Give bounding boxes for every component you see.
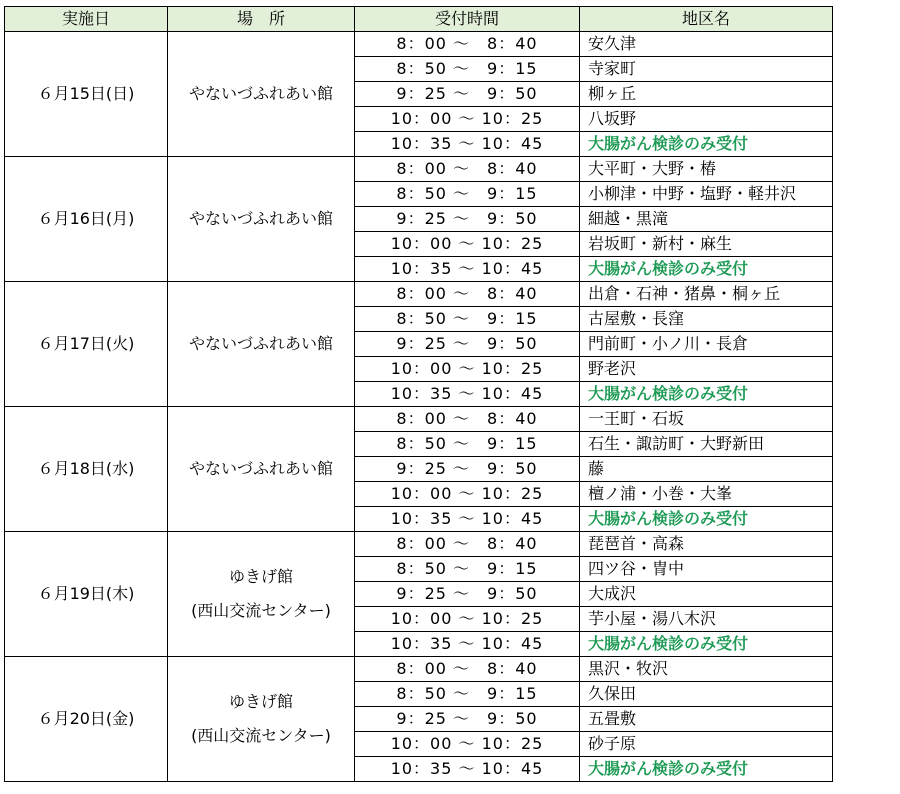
header-row bbox=[5, 7, 833, 32]
area-cell: 一王町・石坂 bbox=[580, 407, 833, 432]
area-cell: 芋小屋・湯八木沢 bbox=[580, 607, 833, 632]
area-cell: 砂子原 bbox=[580, 732, 833, 757]
time-cell: 10：00 ～ 10：25 bbox=[355, 107, 580, 132]
area-cell: 久保田 bbox=[580, 682, 833, 707]
table-row bbox=[5, 32, 833, 57]
venue-subname: (西山交流センター) bbox=[191, 726, 331, 745]
header-time: 受付時間 bbox=[355, 7, 580, 32]
area-cell-special: 大腸がん検診のみ受付 bbox=[580, 632, 833, 657]
time-cell: 10：00 ～ 10：25 bbox=[355, 357, 580, 382]
time-cell: 8：00 ～ 8：40 bbox=[355, 157, 580, 182]
area-cell: 琵琶首・高森 bbox=[580, 532, 833, 557]
date-cell: ６月15日(日) bbox=[5, 32, 168, 157]
venue-cell bbox=[168, 657, 355, 782]
time-cell: 10：35 ～ 10：45 bbox=[355, 132, 580, 157]
area-cell: 石生・諏訪町・大野新田 bbox=[580, 432, 833, 457]
schedule-table bbox=[4, 6, 833, 782]
area-cell: 安久津 bbox=[580, 32, 833, 57]
area-cell-special: 大腸がん検診のみ受付 bbox=[580, 257, 833, 282]
venue-name: やないづふれあい館 bbox=[188, 459, 333, 478]
area-cell-special: 大腸がん検診のみ受付 bbox=[580, 757, 833, 782]
time-cell: 9：25 ～ 9：50 bbox=[355, 457, 580, 482]
area-cell: 細越・黒滝 bbox=[580, 207, 833, 232]
time-cell: 10：00 ～ 10：25 bbox=[355, 732, 580, 757]
venue-name: やないづふれあい館 bbox=[188, 209, 333, 228]
schedule-body bbox=[5, 32, 833, 782]
venue-cell bbox=[168, 407, 355, 532]
area-cell: 柳ヶ丘 bbox=[580, 82, 833, 107]
date-cell: ６月19日(木) bbox=[5, 532, 168, 657]
time-cell: 9：25 ～ 9：50 bbox=[355, 207, 580, 232]
venue-name: やないづふれあい館 bbox=[188, 84, 333, 103]
date-cell: ６月17日(火) bbox=[5, 282, 168, 407]
time-cell: 8：50 ～ 9：15 bbox=[355, 557, 580, 582]
area-cell-special: 大腸がん検診のみ受付 bbox=[580, 507, 833, 532]
header-date: 実施日 bbox=[5, 7, 168, 32]
area-cell: 岩坂町・新村・麻生 bbox=[580, 232, 833, 257]
venue-cell bbox=[168, 532, 355, 657]
time-cell: 9：25 ～ 9：50 bbox=[355, 332, 580, 357]
time-cell: 10：35 ～ 10：45 bbox=[355, 257, 580, 282]
venue-subname: (西山交流センター) bbox=[191, 601, 331, 620]
table-row bbox=[5, 407, 833, 432]
time-cell: 9：25 ～ 9：50 bbox=[355, 82, 580, 107]
area-cell: 黒沢・牧沢 bbox=[580, 657, 833, 682]
time-cell: 10：35 ～ 10：45 bbox=[355, 382, 580, 407]
venue-name: ゆきげ館 bbox=[228, 567, 293, 586]
date-cell: ６月20日(金) bbox=[5, 657, 168, 782]
area-cell-special: 大腸がん検診のみ受付 bbox=[580, 132, 833, 157]
table-row bbox=[5, 657, 833, 682]
time-cell: 8：00 ～ 8：40 bbox=[355, 32, 580, 57]
time-cell: 8：50 ～ 9：15 bbox=[355, 57, 580, 82]
time-cell: 9：25 ～ 9：50 bbox=[355, 582, 580, 607]
time-cell: 9：25 ～ 9：50 bbox=[355, 707, 580, 732]
area-cell: 門前町・小ノ川・長倉 bbox=[580, 332, 833, 357]
time-cell: 10：35 ～ 10：45 bbox=[355, 757, 580, 782]
venue-cell bbox=[168, 32, 355, 157]
area-cell: 五畳敷 bbox=[580, 707, 833, 732]
time-cell: 10：35 ～ 10：45 bbox=[355, 632, 580, 657]
date-cell: ６月16日(月) bbox=[5, 157, 168, 282]
table-row bbox=[5, 157, 833, 182]
venue-cell bbox=[168, 157, 355, 282]
area-cell: 藤 bbox=[580, 457, 833, 482]
area-cell: 大成沢 bbox=[580, 582, 833, 607]
time-cell: 10：35 ～ 10：45 bbox=[355, 507, 580, 532]
time-cell: 10：00 ～ 10：25 bbox=[355, 607, 580, 632]
time-cell: 8：00 ～ 8：40 bbox=[355, 282, 580, 307]
time-cell: 8：00 ～ 8：40 bbox=[355, 532, 580, 557]
table-row bbox=[5, 282, 833, 307]
header-area: 地区名 bbox=[580, 7, 833, 32]
schedule-table-wrapper bbox=[4, 6, 833, 782]
table-row bbox=[5, 532, 833, 557]
area-cell: 出倉・石神・猪鼻・桐ヶ丘 bbox=[580, 282, 833, 307]
time-cell: 8：50 ～ 9：15 bbox=[355, 682, 580, 707]
area-cell: 野老沢 bbox=[580, 357, 833, 382]
venue-name: ゆきげ館 bbox=[228, 692, 293, 711]
area-cell: 寺家町 bbox=[580, 57, 833, 82]
area-cell-special: 大腸がん検診のみ受付 bbox=[580, 382, 833, 407]
area-cell: 大平町・大野・椿 bbox=[580, 157, 833, 182]
area-cell: 四ツ谷・冑中 bbox=[580, 557, 833, 582]
time-cell: 8：50 ～ 9：15 bbox=[355, 182, 580, 207]
time-cell: 10：00 ～ 10：25 bbox=[355, 482, 580, 507]
time-cell: 8：50 ～ 9：15 bbox=[355, 432, 580, 457]
header-venue: 場 所 bbox=[168, 7, 355, 32]
area-cell: 檀ノ浦・小巻・大峯 bbox=[580, 482, 833, 507]
date-cell: ６月18日(水) bbox=[5, 407, 168, 532]
area-cell: 八坂野 bbox=[580, 107, 833, 132]
area-cell: 古屋敷・長窪 bbox=[580, 307, 833, 332]
area-cell: 小柳津・中野・塩野・軽井沢 bbox=[580, 182, 833, 207]
venue-cell bbox=[168, 282, 355, 407]
time-cell: 8：50 ～ 9：15 bbox=[355, 307, 580, 332]
time-cell: 8：00 ～ 8：40 bbox=[355, 657, 580, 682]
time-cell: 8：00 ～ 8：40 bbox=[355, 407, 580, 432]
venue-name: やないづふれあい館 bbox=[188, 334, 333, 353]
time-cell: 10：00 ～ 10：25 bbox=[355, 232, 580, 257]
